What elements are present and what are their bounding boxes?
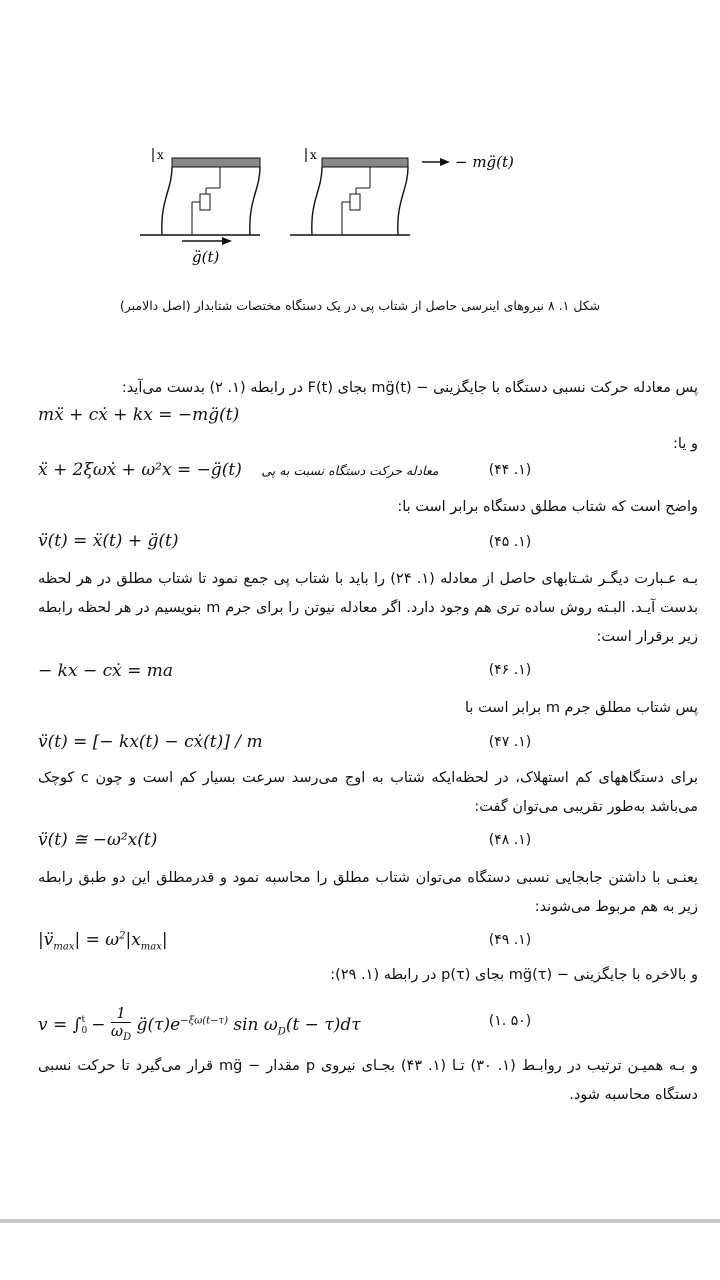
paragraph-5: پس شتاب مطلق جرم m برابر است با <box>465 700 698 716</box>
label-ground-accel: g̈(t) <box>192 248 220 266</box>
paragraph-2: و یا: <box>673 436 698 452</box>
eq50-d: (t − τ)dτ <box>285 1015 361 1035</box>
equation-main: mẍ + cẋ + kx = −mg̈(t) <box>38 405 240 425</box>
bottom-divider <box>0 1219 720 1223</box>
equation-46-number: (۱. ۴۶) <box>488 662 532 678</box>
frame-diagram <box>120 140 600 280</box>
paragraph-3: واضح است که شتاب مطلق دستگاه برابر است با: <box>397 499 698 515</box>
label-x-left: x <box>157 148 164 162</box>
equation-49 <box>38 930 168 952</box>
paragraph-8: و بالاخره با جایگزینی − mg̈(τ) بجای p(τ) در رابطه (۱. ۲۹): <box>330 967 698 983</box>
equation-44-number: (۱. ۴۴) <box>488 462 532 478</box>
equation-47: v̈(t) = [− kx(t) − cẋ(t)] / m <box>38 732 263 752</box>
figure-caption: شکل ۱. ۸ نیروهای اینرسی حاصل از شتاب پی در یک دستگاه مختصات شتابدار (اصل دالامبر) <box>119 298 601 313</box>
eq50-c: sin ω <box>233 1015 278 1035</box>
eq50-c-sub: D <box>277 1026 286 1038</box>
eq49-rhs: |x <box>125 930 141 950</box>
eq50-a: v = ∫ <box>38 1015 82 1035</box>
eq49-lhs-sub: max <box>53 941 75 953</box>
equation-47-number: (۱. ۴۷) <box>488 734 532 750</box>
equation-48: v̈(t) ≅ −ω²x(t) <box>38 830 158 850</box>
eq49-rhs-sub: max <box>140 941 162 953</box>
figure-frames <box>120 140 600 280</box>
paragraph-4: بـه عـبارت دیگـر شـتابهای حاصل از معادله (۱. ۲۴) را باید با شتاب پی جمع نمود تا شتاب مطلق در هر لحظه بدست آیـد. البـته روش ساده تری هم وجود دارد. اگر معادله نیوتن را برای جرم m بنویسیم در هر لحظه رابطه زیر برقرار است: <box>38 571 698 645</box>
eq50-lim-lo: 0 <box>81 1025 88 1036</box>
equation-50-number: (۵۰ .۱) <box>488 1013 532 1029</box>
frame-left <box>140 148 260 245</box>
equation-45: v̈(t) = ẍ(t) + g̈(t) <box>38 531 179 551</box>
eq50-lim-hi: t <box>81 1014 86 1025</box>
eq49-lhs: |v̈ <box>38 930 54 950</box>
equation-44: ẍ + 2ξωẋ + ω²x = −g̈(t) <box>38 460 242 480</box>
eq49-mid: | = ω <box>74 930 120 950</box>
equation-48-number: (۱. ۴۸) <box>488 832 532 848</box>
equation-49-number: (۱. ۴۹) <box>488 932 532 948</box>
eq50-b: g̈(τ)e <box>136 1015 181 1035</box>
eq49-end: | <box>161 930 168 950</box>
eq49-sup: 2 <box>119 930 126 942</box>
equation-45-number: (۱. ۴۵) <box>488 534 532 550</box>
label-x-right: x <box>310 148 317 162</box>
eq50-frac-den: ω <box>110 1022 124 1040</box>
equation-46: − kx − cẋ = ma <box>38 661 174 681</box>
eq50-exp: −ξω(t−τ) <box>180 1015 228 1027</box>
equation-50: v = ∫ t 0 − $\frac{1}{\omega_D}$ $g̈(\tau)e^{-\xi\omega(t-\tau)}$ $\sin \omega_D(t - \tau)d\tau$ <box>38 1004 361 1043</box>
paragraph-1: پس معادله حرکت نسبی دستگاه با جایگزینی − mg̈(t) بجای F(t) در رابطه (۱. ۲) بدست می‌آید: <box>121 380 698 396</box>
eq50-frac-num: 1 <box>111 1005 131 1023</box>
paragraph-6: برای دستگاههای کم استهلاک، در لحظه‌ایکه شتاب به اوج می‌رسد سرعت بسیار کم است و چون c کوچک می‌باشد به‌طور تقریبی می‌توان گفت: <box>38 770 698 815</box>
paragraph-7: یعنـی با داشتن جابجایی نسبی دستگاه می‌توان شتاب مطلق را محاسبه نمود و قدرمطلق این دو طبق رابطه زیر به هم مربوط می‌شوند: <box>38 870 698 915</box>
eq50-frac-den-sub: D <box>123 1032 132 1043</box>
paragraph-9: و بـه همیـن ترتیب در روابـط (۱. ۳۰) تـا (۱. ۴۳) بجـای نیروی p مقدار − mg̈ قرار می‌گیرد تا حرکت نسبی دستگاه محاسبه شود. <box>38 1058 698 1103</box>
equation-44-note: معادله حرکت دستگاه نسبت به پی <box>261 463 439 478</box>
label-inertia-force: − mg̈(t) <box>455 153 514 171</box>
